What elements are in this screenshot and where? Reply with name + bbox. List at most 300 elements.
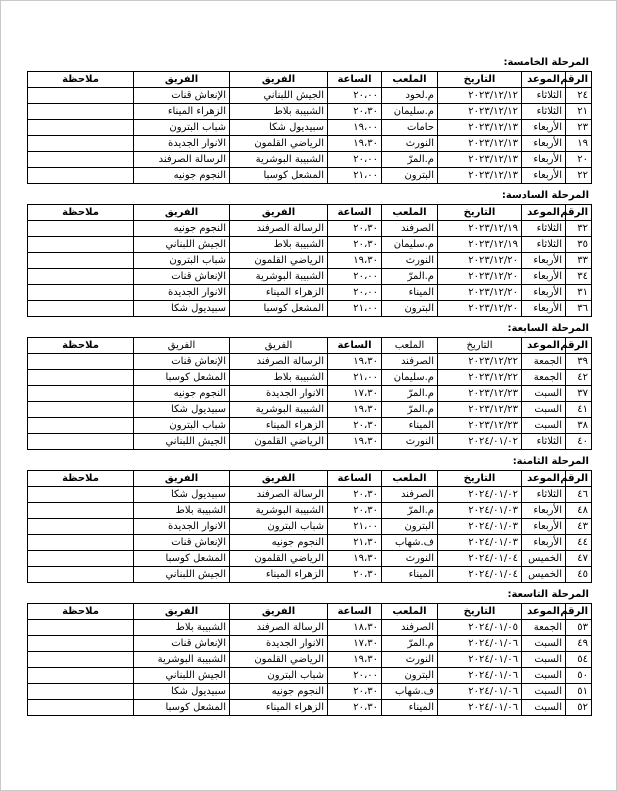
cell-time: ٢٠،٠٠ (328, 285, 382, 301)
stage-title: المرحلة الثامنة: (512, 456, 589, 467)
stage-table (27, 603, 592, 716)
cell-note (28, 434, 134, 450)
cell-note (28, 354, 134, 370)
cell-team2: المشعل كوسبا (134, 370, 230, 386)
cell-venue: م.المرّ (382, 269, 438, 285)
cell-date: ٢٠٢٤/٠١/٠٦ (438, 636, 522, 652)
cell-time: ٢٠،٠٠ (328, 152, 382, 168)
table-header-row (28, 72, 592, 88)
cell-num: ٤١ (566, 402, 592, 418)
cell-day: الثلاثاء (522, 88, 566, 104)
table-row (28, 120, 592, 136)
cell-venue: حامات (382, 120, 438, 136)
cell-venue: م.المرّ (382, 386, 438, 402)
cell-team2: الانوار الجديدة (134, 519, 230, 535)
table-row (28, 221, 592, 237)
column-header-note: ملاحظة (28, 338, 134, 354)
cell-venue: الميناء (382, 418, 438, 434)
table-row (28, 168, 592, 184)
table-row (28, 285, 592, 301)
table-row (28, 152, 592, 168)
cell-team2: الإنعاش قنات (134, 354, 230, 370)
cell-team1: الشبيبة البوشرية (230, 269, 328, 285)
cell-date: ٢٠٢٣/١٢/١٩ (438, 237, 522, 253)
cell-venue: البترون (382, 168, 438, 184)
cell-team1: الزهراء الميناء (230, 700, 328, 716)
cell-date: ٢٠٢٣/١٢/٢٠ (438, 269, 522, 285)
column-header-note: ملاحظة (28, 72, 134, 88)
table-row (28, 684, 592, 700)
cell-day: السبت (522, 418, 566, 434)
column-header-num: الرقم (566, 205, 592, 221)
column-header-time: الساعة (328, 338, 382, 354)
cell-num: ٢٠ (566, 152, 592, 168)
cell-date: ٢٠٢٣/١٢/١٢ (438, 88, 522, 104)
cell-team2: النجوم جونيه (134, 168, 230, 184)
cell-team1: المشعل كوسبا (230, 168, 328, 184)
cell-team1: الشبيبة البوشرية (230, 503, 328, 519)
cell-time: ٢١،٣٠ (328, 535, 382, 551)
cell-venue: الميناء (382, 567, 438, 583)
column-header-team2: الفريق (134, 338, 230, 354)
column-header-team1: الفريق (230, 205, 328, 221)
cell-team2: سبيديول شكا (134, 402, 230, 418)
cell-venue: الصرفند (382, 620, 438, 636)
cell-team2: الجيش اللبناني (134, 567, 230, 583)
cell-team2: الإنعاش قنات (134, 535, 230, 551)
column-header-day: الموعد (522, 72, 566, 88)
cell-team2: الزهراء الميناء (134, 104, 230, 120)
cell-venue: البترون (382, 519, 438, 535)
cell-note (28, 652, 134, 668)
cell-team2: الجيش اللبناني (134, 434, 230, 450)
cell-note (28, 285, 134, 301)
cell-day: الخميس (522, 567, 566, 583)
cell-num: ٤٩ (566, 636, 592, 652)
cell-team1: الشبيبة بلاط (230, 104, 328, 120)
column-header-day: الموعد (522, 604, 566, 620)
cell-note (28, 120, 134, 136)
cell-venue: م.سليمان (382, 237, 438, 253)
cell-num: ٣٦ (566, 301, 592, 317)
table-row (28, 636, 592, 652)
cell-venue: البترون (382, 668, 438, 684)
cell-venue: النورث (382, 551, 438, 567)
cell-date: ٢٠٢٣/١٢/٢٠ (438, 285, 522, 301)
cell-day: الثلاثاء (522, 237, 566, 253)
cell-num: ٣٣ (566, 253, 592, 269)
cell-time: ٢٠،٣٠ (328, 567, 382, 583)
cell-team2: شباب البترون (134, 418, 230, 434)
table-row (28, 434, 592, 450)
cell-team1: الرياضي القلمون (230, 551, 328, 567)
cell-num: ٣١ (566, 285, 592, 301)
table-row (28, 700, 592, 716)
cell-note (28, 503, 134, 519)
cell-date: ٢٠٢٤/٠١/٠٦ (438, 668, 522, 684)
cell-venue: الصرفند (382, 487, 438, 503)
cell-num: ٢١ (566, 104, 592, 120)
cell-time: ٢٠،٣٠ (328, 487, 382, 503)
cell-date: ٢٠٢٤/٠١/٠٢ (438, 487, 522, 503)
cell-day: الثلاثاء (522, 434, 566, 450)
cell-num: ٤٥ (566, 567, 592, 583)
cell-num: ١٩ (566, 136, 592, 152)
cell-num: ٥٠ (566, 668, 592, 684)
cell-day: السبت (522, 684, 566, 700)
cell-team1: الرياضي القلمون (230, 253, 328, 269)
cell-team2: شباب البترون (134, 120, 230, 136)
cell-team2: الانوار الجديدة (134, 136, 230, 152)
cell-team2: الإنعاش قنات (134, 269, 230, 285)
column-header-date: التاريخ (438, 604, 522, 620)
cell-date: ٢٠٢٤/٠١/٠٤ (438, 551, 522, 567)
cell-time: ٢٠،٠٠ (328, 668, 382, 684)
table-row (28, 668, 592, 684)
cell-num: ٣٢ (566, 221, 592, 237)
cell-time: ٢١،٠٠ (328, 168, 382, 184)
cell-team1: الرسالة الصرفند (230, 487, 328, 503)
stage-title: المرحلة السادسة: (501, 190, 589, 201)
table-row (28, 535, 592, 551)
cell-date: ٢٠٢٣/١٢/٢٢ (438, 370, 522, 386)
table-row (28, 519, 592, 535)
cell-date: ٢٠٢٤/٠١/٠٣ (438, 535, 522, 551)
cell-day: الأربعاء (522, 120, 566, 136)
cell-time: ٢٠،٣٠ (328, 418, 382, 434)
column-header-day: الموعد (522, 205, 566, 221)
cell-note (28, 370, 134, 386)
table-row (28, 88, 592, 104)
cell-team1: المشعل كوسبا (230, 301, 328, 317)
cell-day: السبت (522, 386, 566, 402)
cell-venue: النورث (382, 434, 438, 450)
cell-venue: م.المرّ (382, 402, 438, 418)
cell-day: الثلاثاء (522, 221, 566, 237)
cell-note (28, 519, 134, 535)
cell-venue: النورث (382, 253, 438, 269)
column-header-venue: الملعب (382, 205, 438, 221)
cell-time: ١٩،٣٠ (328, 551, 382, 567)
cell-team1: الرياضي القلمون (230, 136, 328, 152)
cell-date: ٢٠٢٣/١٢/٢٠ (438, 253, 522, 269)
cell-num: ٤٤ (566, 535, 592, 551)
column-header-num: الرقم (566, 72, 592, 88)
cell-note (28, 684, 134, 700)
cell-day: الأربعاء (522, 519, 566, 535)
cell-team1: شباب البترون (230, 519, 328, 535)
cell-venue: م.لحود (382, 88, 438, 104)
cell-note (28, 386, 134, 402)
cell-team1: الزهراء الميناء (230, 567, 328, 583)
cell-venue: م.سليمان (382, 104, 438, 120)
cell-day: السبت (522, 652, 566, 668)
column-header-venue: الملعب (382, 604, 438, 620)
table-row (28, 652, 592, 668)
cell-date: ٢٠٢٤/٠١/٠٥ (438, 620, 522, 636)
cell-note (28, 237, 134, 253)
table-header-row (28, 471, 592, 487)
table-header-row (28, 604, 592, 620)
cell-team2: المشعل كوسبا (134, 551, 230, 567)
cell-num: ٣٨ (566, 418, 592, 434)
cell-note (28, 221, 134, 237)
cell-num: ٣٩ (566, 354, 592, 370)
cell-team2: سبيديول شكا (134, 487, 230, 503)
cell-day: الأربعاء (522, 269, 566, 285)
column-header-team2: الفريق (134, 471, 230, 487)
cell-note (28, 402, 134, 418)
cell-venue: ف.شهاب (382, 535, 438, 551)
cell-date: ٢٠٢٣/١٢/١٩ (438, 221, 522, 237)
cell-day: الثلاثاء (522, 104, 566, 120)
cell-time: ١٩،٠٠ (328, 120, 382, 136)
cell-team2: الإنعاش قنات (134, 88, 230, 104)
cell-time: ١٩،٣٠ (328, 354, 382, 370)
column-header-time: الساعة (328, 471, 382, 487)
cell-date: ٢٠٢٣/١٢/١٣ (438, 120, 522, 136)
cell-day: الجمعة (522, 354, 566, 370)
cell-note (28, 152, 134, 168)
cell-num: ٣٧ (566, 386, 592, 402)
cell-team2: الرسالة الصرفند (134, 152, 230, 168)
column-header-team1: الفريق (230, 604, 328, 620)
cell-day: الأربعاء (522, 152, 566, 168)
cell-team2: الجيش اللبناني (134, 237, 230, 253)
cell-num: ٢٣ (566, 120, 592, 136)
cell-team2: الشبيبة بلاط (134, 503, 230, 519)
cell-note (28, 551, 134, 567)
column-header-team2: الفريق (134, 205, 230, 221)
cell-date: ٢٠٢٣/١٢/٢٣ (438, 402, 522, 418)
cell-day: الجمعة (522, 370, 566, 386)
cell-day: الأربعاء (522, 535, 566, 551)
cell-day: الثلاثاء (522, 487, 566, 503)
cell-note (28, 620, 134, 636)
cell-venue: ف.شهاب (382, 684, 438, 700)
cell-venue: م.المرّ (382, 152, 438, 168)
column-header-note: ملاحظة (28, 471, 134, 487)
cell-num: ٥١ (566, 684, 592, 700)
cell-team2: سبيديول شكا (134, 301, 230, 317)
cell-note (28, 269, 134, 285)
cell-num: ٤٠ (566, 434, 592, 450)
table-row (28, 253, 592, 269)
cell-team1: الانوار الجديدة (230, 386, 328, 402)
cell-team2: الشبيبة البوشرية (134, 652, 230, 668)
cell-date: ٢٠٢٣/١٢/١٣ (438, 152, 522, 168)
cell-day: الأربعاء (522, 253, 566, 269)
table-row (28, 487, 592, 503)
cell-time: ١٧،٣٠ (328, 636, 382, 652)
cell-date: ٢٠٢٤/٠١/٠٣ (438, 519, 522, 535)
cell-num: ٤٣ (566, 519, 592, 535)
cell-note (28, 88, 134, 104)
cell-note (28, 136, 134, 152)
cell-day: الخميس (522, 551, 566, 567)
cell-num: ٥٢ (566, 700, 592, 716)
cell-num: ٤٨ (566, 503, 592, 519)
table-row (28, 567, 592, 583)
column-header-team1: الفريق (230, 72, 328, 88)
cell-team2: الشبيبة بلاط (134, 620, 230, 636)
table-row (28, 370, 592, 386)
cell-venue: م.سليمان (382, 370, 438, 386)
cell-num: ٤٢ (566, 370, 592, 386)
table-row (28, 418, 592, 434)
cell-num: ٥٣ (566, 620, 592, 636)
cell-note (28, 168, 134, 184)
cell-day: الأربعاء (522, 301, 566, 317)
table-row (28, 386, 592, 402)
table-header-row (28, 338, 592, 354)
cell-date: ٢٠٢٣/١٢/١٣ (438, 136, 522, 152)
cell-note (28, 418, 134, 434)
cell-team1: الرسالة الصرفند (230, 620, 328, 636)
stage-table (27, 71, 592, 184)
cell-date: ٢٠٢٤/٠١/٠٣ (438, 503, 522, 519)
cell-time: ٢١،٠٠ (328, 301, 382, 317)
cell-team1: الرسالة الصرفند (230, 354, 328, 370)
cell-venue: النورث (382, 136, 438, 152)
cell-date: ٢٠٢٣/١٢/٢٠ (438, 301, 522, 317)
column-header-team1: الفريق (230, 338, 328, 354)
cell-note (28, 700, 134, 716)
column-header-day: الموعد (522, 471, 566, 487)
cell-team2: النجوم جونيه (134, 221, 230, 237)
cell-team1: الجيش اللبناني (230, 88, 328, 104)
cell-time: ٢٠،٣٠ (328, 237, 382, 253)
cell-team1: الشبيبة بلاط (230, 237, 328, 253)
column-header-num: الرقم (566, 471, 592, 487)
cell-note (28, 567, 134, 583)
column-header-team2: الفريق (134, 604, 230, 620)
cell-note (28, 253, 134, 269)
stage-table (27, 204, 592, 317)
cell-date: ٢٠٢٤/٠١/٠٦ (438, 652, 522, 668)
stage-title: المرحلة الخامسة: (503, 57, 589, 68)
cell-date: ٢٠٢٤/٠١/٠٢ (438, 434, 522, 450)
cell-time: ١٧،٣٠ (328, 386, 382, 402)
cell-day: السبت (522, 668, 566, 684)
cell-team2: الإنعاش قنات (134, 636, 230, 652)
cell-team2: الجيش اللبناني (134, 668, 230, 684)
cell-team1: سبيديول شكا (230, 120, 328, 136)
cell-date: ٢٠٢٣/١٢/١٢ (438, 104, 522, 120)
cell-day: الأربعاء (522, 503, 566, 519)
cell-venue: الصرفند (382, 221, 438, 237)
cell-team1: الرياضي القلمون (230, 652, 328, 668)
cell-venue: الميناء (382, 285, 438, 301)
cell-day: السبت (522, 636, 566, 652)
cell-date: ٢٠٢٣/١٢/٢٣ (438, 386, 522, 402)
column-header-team2: الفريق (134, 72, 230, 88)
table-row (28, 104, 592, 120)
stage-table (27, 470, 592, 583)
cell-note (28, 535, 134, 551)
column-header-day: الموعد (522, 338, 566, 354)
cell-note (28, 668, 134, 684)
cell-team1: الانوار الجديدة (230, 636, 328, 652)
column-header-note: ملاحظة (28, 604, 134, 620)
cell-day: الأربعاء (522, 136, 566, 152)
cell-date: ٢٠٢٤/٠١/٠٦ (438, 684, 522, 700)
cell-time: ١٩،٣٠ (328, 253, 382, 269)
cell-time: ٢١،٠٠ (328, 519, 382, 535)
cell-date: ٢٠٢٣/١٢/٢٣ (438, 418, 522, 434)
cell-date: ٢٠٢٤/٠١/٠٤ (438, 567, 522, 583)
column-header-num: الرقم (566, 604, 592, 620)
cell-time: ٢٠،٣٠ (328, 684, 382, 700)
cell-venue: م.المرّ (382, 503, 438, 519)
cell-num: ٣٥ (566, 237, 592, 253)
cell-team2: الانوار الجديدة (134, 285, 230, 301)
table-row (28, 402, 592, 418)
cell-time: ٢٠،٣٠ (328, 221, 382, 237)
cell-venue: م.المرّ (382, 636, 438, 652)
table-row (28, 301, 592, 317)
cell-date: ٢٠٢٤/٠١/٠٦ (438, 700, 522, 716)
column-header-date: التاريخ (438, 72, 522, 88)
column-header-venue: الملعب (382, 72, 438, 88)
cell-note (28, 301, 134, 317)
cell-note (28, 487, 134, 503)
schedule-content (27, 51, 591, 716)
cell-team1: شباب البترون (230, 668, 328, 684)
column-header-date: التاريخ (438, 205, 522, 221)
cell-day: الأربعاء (522, 168, 566, 184)
cell-date: ٢٠٢٣/١٢/١٣ (438, 168, 522, 184)
cell-time: ٢٠،٣٠ (328, 503, 382, 519)
cell-time: ١٩،٣٠ (328, 652, 382, 668)
cell-team2: المشعل كوسبا (134, 700, 230, 716)
cell-team1: الزهراء الميناء (230, 285, 328, 301)
column-header-time: الساعة (328, 72, 382, 88)
table-header-row (28, 205, 592, 221)
table-row (28, 354, 592, 370)
stage-title: المرحلة التاسعة: (507, 589, 589, 600)
cell-time: ١٨،٣٠ (328, 620, 382, 636)
stage-title: المرحلة السابعة: (507, 323, 589, 334)
cell-venue: الميناء (382, 700, 438, 716)
cell-team1: الزهراء الميناء (230, 418, 328, 434)
cell-team2: سبيديول شكا (134, 684, 230, 700)
cell-team1: الرسالة الصرفند (230, 221, 328, 237)
cell-team2: النجوم جونيه (134, 386, 230, 402)
column-header-team1: الفريق (230, 471, 328, 487)
cell-day: الأربعاء (522, 285, 566, 301)
column-header-time: الساعة (328, 205, 382, 221)
table-row (28, 269, 592, 285)
column-header-venue: الملعب (382, 338, 438, 354)
cell-team1: الشبيبة البوشرية (230, 152, 328, 168)
cell-num: ٤٧ (566, 551, 592, 567)
column-header-num: الرقم (566, 338, 592, 354)
cell-venue: البترون (382, 301, 438, 317)
column-header-venue: الملعب (382, 471, 438, 487)
cell-time: ١٩،٣٠ (328, 402, 382, 418)
table-row (28, 237, 592, 253)
column-header-note: ملاحظة (28, 205, 134, 221)
cell-num: ٣٤ (566, 269, 592, 285)
cell-day: الجمعة (522, 620, 566, 636)
cell-num: ٤٦ (566, 487, 592, 503)
table-row (28, 551, 592, 567)
cell-day: السبت (522, 402, 566, 418)
cell-time: ٢٠،٣٠ (328, 700, 382, 716)
cell-time: ٢٠،٣٠ (328, 104, 382, 120)
cell-day: السبت (522, 700, 566, 716)
